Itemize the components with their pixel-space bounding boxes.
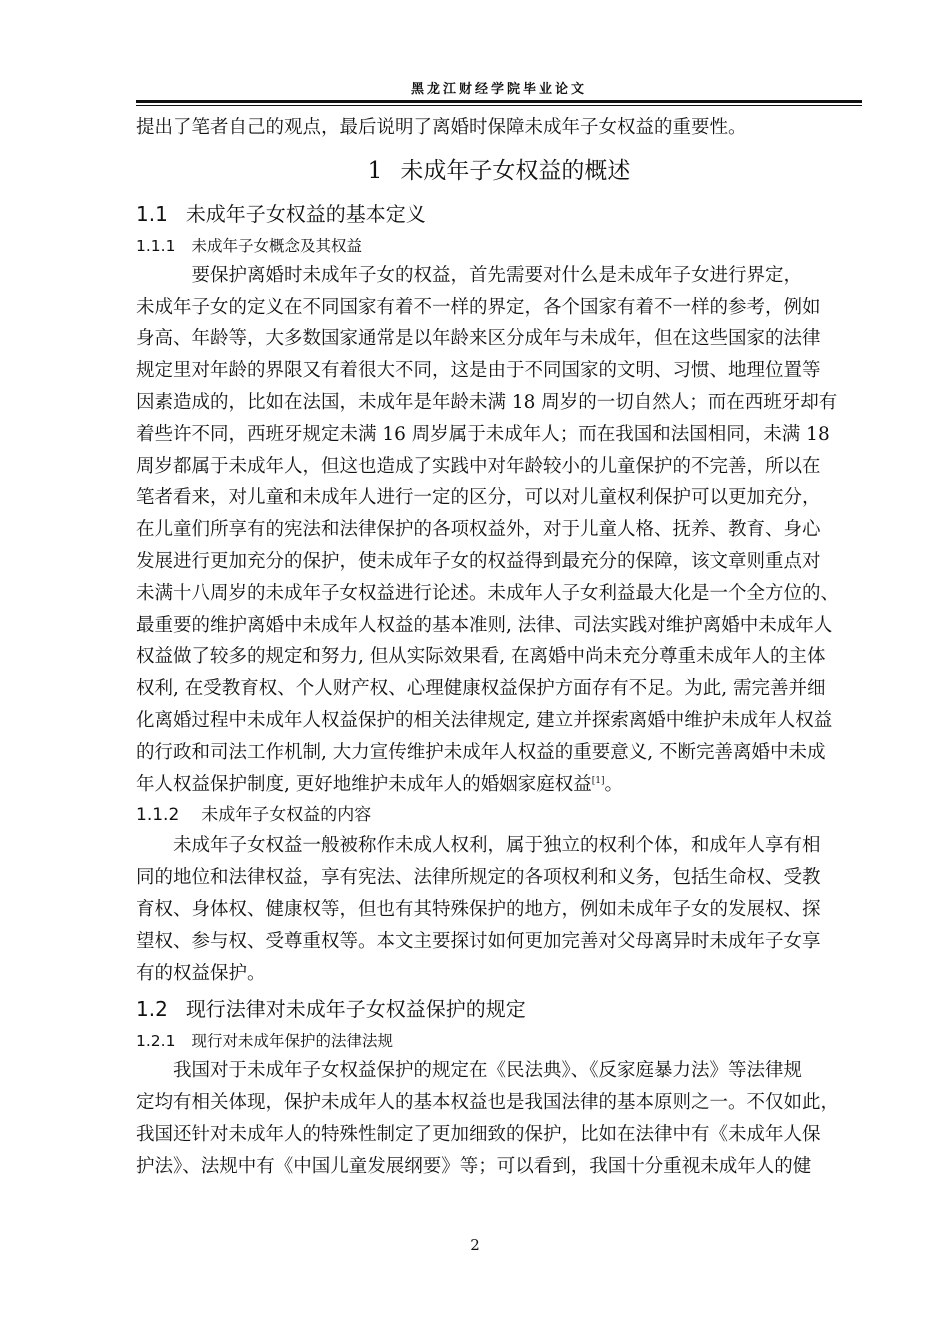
subsection-title: 现行对未成年保护的法律法规 — [191, 1032, 393, 1051]
text-line: 发展进行更加充分的保护，使未成年子女的权益得到最充分的保障，该文章则重点对 — [136, 550, 821, 572]
page-number: 2 — [470, 1236, 480, 1254]
text-line: 在儿童们所享有的宪法和法律保护的各项权益外，对于儿童人格、抚养、教育、身心 — [136, 519, 821, 541]
text-line: 育权、身体权、健康权等，但也有其特殊保护的地方，例如未成年子女的发展权、探 — [136, 898, 821, 920]
paragraph-rights-content — [136, 830, 862, 989]
text-line: 未成年子女权益一般被称作未成人权利，属于独立的权利个体，和成年人享有相 — [136, 835, 821, 857]
text-line: 同的地位和法律权益，享有宪法、法律所规定的各项权利和义务，包括生命权、受教 — [136, 867, 821, 889]
text-line: 未满十八周岁的未成年子女权益进行论述。未成年人子女利益最大化是一个全方位的、 — [136, 582, 840, 604]
text-line: 我国对于未成年子女权益保护的规定在《民法典》、《反家庭暴力法》等法律规 — [136, 1060, 803, 1082]
text-line: 规定里对年龄的界限又有着很大不同，这是由于不同国家的文明、习惯、地理位置等 — [136, 360, 821, 382]
subsection-number: 1.2.1 — [136, 1032, 176, 1051]
subsection-title: 未成年子女概念及其权益 — [191, 236, 362, 255]
subsection-heading-1-1-2 — [136, 800, 862, 830]
text-line: 身高、年龄等，大多数国家通常是以年龄来区分成年与未成年，但在这些国家的法律 — [136, 328, 821, 350]
section-number: 1.1 — [136, 201, 168, 226]
text-line: 权益做了较多的规定和努力, 但从实际效果看, 在离婚中尚未充分尊重未成年人的主体 — [136, 646, 826, 668]
subsection-heading-1-1-1 — [136, 232, 862, 260]
page-body — [136, 112, 862, 1183]
text-line: 的行政和司法工作机制, 大力宣传维护未成年人权益的重要意义, 不断完善离婚中未成 — [136, 741, 826, 763]
sentence-end: 。 — [604, 773, 624, 795]
text-line: 要保护离婚时未成年子女的权益，首先需要对什么是未成年子女进行界定， — [136, 264, 803, 286]
section-title: 未成年子女权益的基本定义 — [185, 201, 426, 226]
text-line: 化离婚过程中未成年人权益保护的相关法律规定, 建立并探索离婚中维护未成年人权益 — [136, 709, 833, 731]
subsection-number: 1.1.1 — [136, 236, 176, 255]
chapter-number: 1 — [367, 157, 383, 184]
text-line: 因素造成的，比如在法国，未成年是年龄未满 18 周岁的一切自然人；而在西班牙却有 — [136, 391, 838, 413]
text-line: 望权、参与权、受尊重权等。本文主要探讨如何更加完善对父母离异时未成年子女享 — [136, 930, 821, 952]
text-line: 最重要的维护离婚中未成年人权益的基本准则, 法律、司法实践对维护离婚中未成年人 — [136, 614, 833, 636]
chapter-heading — [136, 152, 862, 190]
text-line: 年人权益保护制度, 更好地维护未成年人的婚姻家庭权益[1]。 — [136, 773, 624, 795]
text-line: 未成年子女的定义在不同国家有着不一样的界定，各个国家有着不一样的参考，例如 — [136, 296, 821, 318]
section-number: 1.2 — [136, 997, 168, 1022]
text-line: 有的权益保护。 — [136, 962, 266, 984]
text-line: 我国还针对未成年人的特殊性制定了更加细致的保护，比如在法律中有《未成年人保 — [136, 1123, 821, 1145]
text-line: 着些许不同，西班牙规定未满 16 周岁属于未成年人；而在我国和法国相同，未满 18 — [136, 423, 830, 445]
subsection-heading-1-2-1 — [136, 1027, 862, 1055]
text-line: 定均有相关体现，保护未成年人的基本权益也是我国法律的基本原则之一。不仅如此， — [136, 1092, 840, 1114]
paragraph-current-laws — [136, 1055, 862, 1182]
subsection-number: 1.1.2 — [136, 805, 180, 826]
subsection-title: 未成年子女权益的内容 — [201, 805, 372, 826]
section-title: 现行法律对未成年子女权益保护的规定 — [185, 997, 526, 1022]
text-line: 权利, 在受教育权、个人财产权、心理健康权益保护方面存有不足。为此, 需完善并细 — [136, 678, 826, 700]
header-rule-thin — [136, 105, 862, 106]
header-rule-thick — [136, 100, 862, 103]
section-heading-1-1 — [136, 196, 862, 232]
section-heading-1-2 — [136, 991, 862, 1027]
intro-line: 提出了笔者自己的观点，最后说明了离婚时保障未成年子女权益的重要性。 — [136, 117, 747, 138]
citation-marker[interactable]: [1] — [591, 775, 605, 786]
text-line: 周岁都属于未成年人，但这也造成了实践中对年龄较小的儿童保护的不完善，所以在 — [136, 455, 821, 477]
running-header: 黑龙江财经学院毕业论文 — [410, 82, 587, 97]
text-line: 护法》、法规中有《中国儿童发展纲要》等；可以看到，我国十分重视未成年人的健 — [136, 1155, 812, 1177]
text-line: 笔者看来，对儿童和未成年人进行一定的区分，可以对儿童权利保护可以更加充分， — [136, 487, 821, 509]
chapter-title: 未成年子女权益的概述 — [400, 157, 631, 184]
paragraph-definition — [136, 260, 862, 801]
